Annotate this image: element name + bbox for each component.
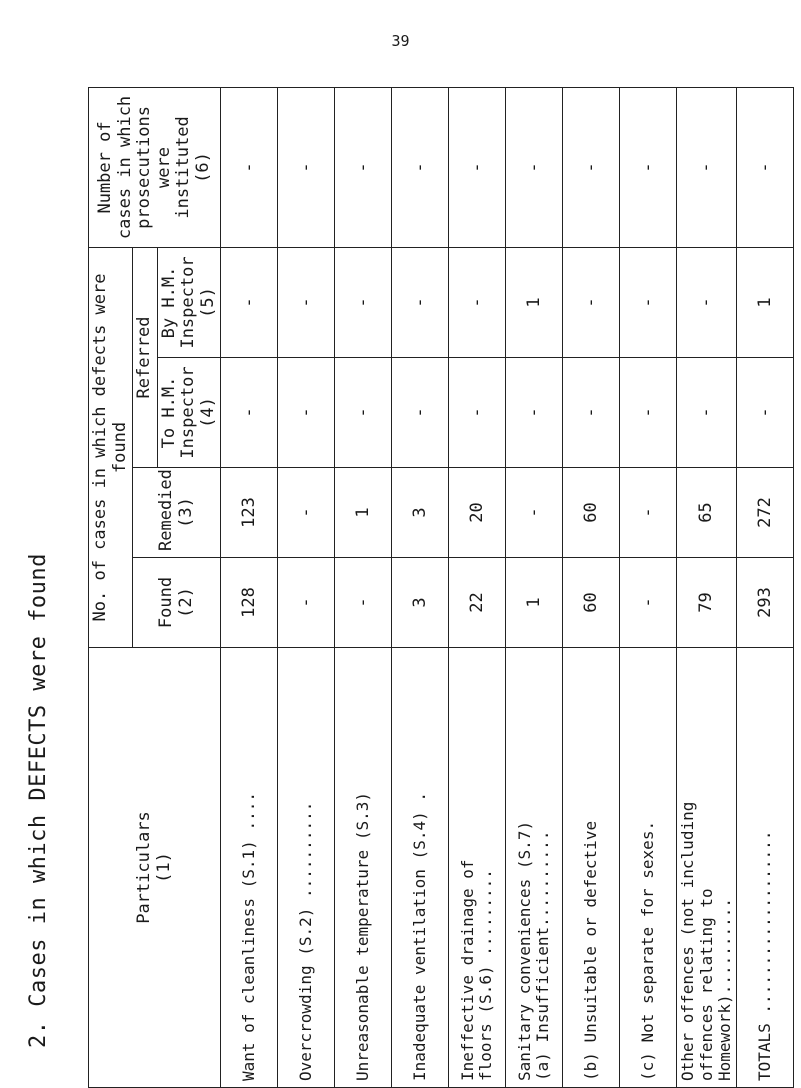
row-to-inspector: - (392, 358, 449, 468)
row-found: 60 (563, 558, 620, 648)
row-found: - (278, 558, 335, 648)
totals-row (737, 87, 794, 1087)
header-referred: Referred (133, 247, 158, 467)
row-prosecutions: - (677, 87, 737, 247)
page-number: 39 (391, 32, 410, 50)
defects-table-container (88, 88, 777, 1088)
row-remedied: 1 (335, 468, 392, 558)
row-found: - (335, 558, 392, 648)
row-found: - (620, 558, 677, 648)
row-by-inspector: 1 (506, 247, 563, 357)
row-particular: Want of cleanliness (S.1) .... (221, 648, 278, 1088)
row-prosecutions: - (506, 87, 563, 247)
row-remedied: 65 (677, 468, 737, 558)
row-particular: Overcrowding (S.2) .......... (278, 648, 335, 1088)
table-row (620, 87, 677, 1087)
row-by-inspector: - (677, 247, 737, 357)
header-by-inspector: By H.M. Inspector (5) (157, 247, 221, 357)
row-particular: Sanitary conveniences (S.7) (a) Insufficient.......... (506, 648, 563, 1088)
row-remedied: 3 (392, 468, 449, 558)
row-particular: Other offences (not including offences relating to Homework).......... (677, 648, 737, 1088)
row-by-inspector: - (392, 247, 449, 357)
row-particular: Inadequate ventilation (S.4) . (392, 648, 449, 1088)
section-title: 2. Cases in which DEFECTS were found (26, 553, 51, 1048)
table-row (677, 87, 737, 1087)
row-to-inspector: - (221, 358, 278, 468)
header-prosecutions: Number of cases in which prosecutions were instituted (6) (89, 87, 221, 247)
row-remedied: 20 (449, 468, 506, 558)
row-prosecutions: - (620, 87, 677, 247)
defects-table (88, 87, 794, 1088)
row-by-inspector: - (335, 247, 392, 357)
row-to-inspector: - (278, 358, 335, 468)
row-found: 3 (392, 558, 449, 648)
table-row (449, 87, 506, 1087)
header-particulars: Particulars (1) (89, 648, 221, 1088)
table-row (221, 87, 278, 1087)
totals-by-inspector: 1 (737, 247, 794, 357)
table-row (335, 87, 392, 1087)
row-particular: Ineffective drainage of floors (S.6) ......... (449, 648, 506, 1088)
row-remedied: 123 (221, 468, 278, 558)
row-prosecutions: - (563, 87, 620, 247)
header-to-inspector: To H.M. Inspector (4) (157, 358, 221, 468)
row-found: 1 (506, 558, 563, 648)
row-remedied: - (278, 468, 335, 558)
row-to-inspector: - (620, 358, 677, 468)
row-found: 128 (221, 558, 278, 648)
row-prosecutions: - (392, 87, 449, 247)
totals-remedied: 272 (737, 468, 794, 558)
row-particular: Unreasonable temperature (S.3) (335, 648, 392, 1088)
row-by-inspector: - (620, 247, 677, 357)
row-remedied: 60 (563, 468, 620, 558)
totals-found: 293 (737, 558, 794, 648)
row-prosecutions: - (335, 87, 392, 247)
row-particular: (c) Not separate for sexes. (620, 648, 677, 1088)
header-remedied: Remedied (3) (133, 468, 221, 558)
header-group-defects-found: No. of cases in which defects were found (89, 247, 133, 647)
row-by-inspector: - (449, 247, 506, 357)
row-to-inspector: - (506, 358, 563, 468)
row-prosecutions: - (278, 87, 335, 247)
totals-prosecutions: - (737, 87, 794, 247)
header-found: Found (2) (133, 558, 221, 648)
table-row (278, 87, 335, 1087)
row-to-inspector: - (677, 358, 737, 468)
row-by-inspector: - (278, 247, 335, 357)
row-found: 22 (449, 558, 506, 648)
row-prosecutions: - (221, 87, 278, 247)
row-particular: (b) Unsuitable or defective (563, 648, 620, 1088)
totals-to-inspector: - (737, 358, 794, 468)
row-by-inspector: - (563, 247, 620, 357)
totals-label: TOTALS ................... (737, 648, 794, 1088)
row-to-inspector: - (449, 358, 506, 468)
row-to-inspector: - (563, 358, 620, 468)
table-row (506, 87, 563, 1087)
row-found: 79 (677, 558, 737, 648)
row-remedied: - (506, 468, 563, 558)
row-to-inspector: - (335, 358, 392, 468)
row-prosecutions: - (449, 87, 506, 247)
row-remedied: - (620, 468, 677, 558)
row-by-inspector: - (221, 247, 278, 357)
table-row (392, 87, 449, 1087)
table-row (563, 87, 620, 1087)
